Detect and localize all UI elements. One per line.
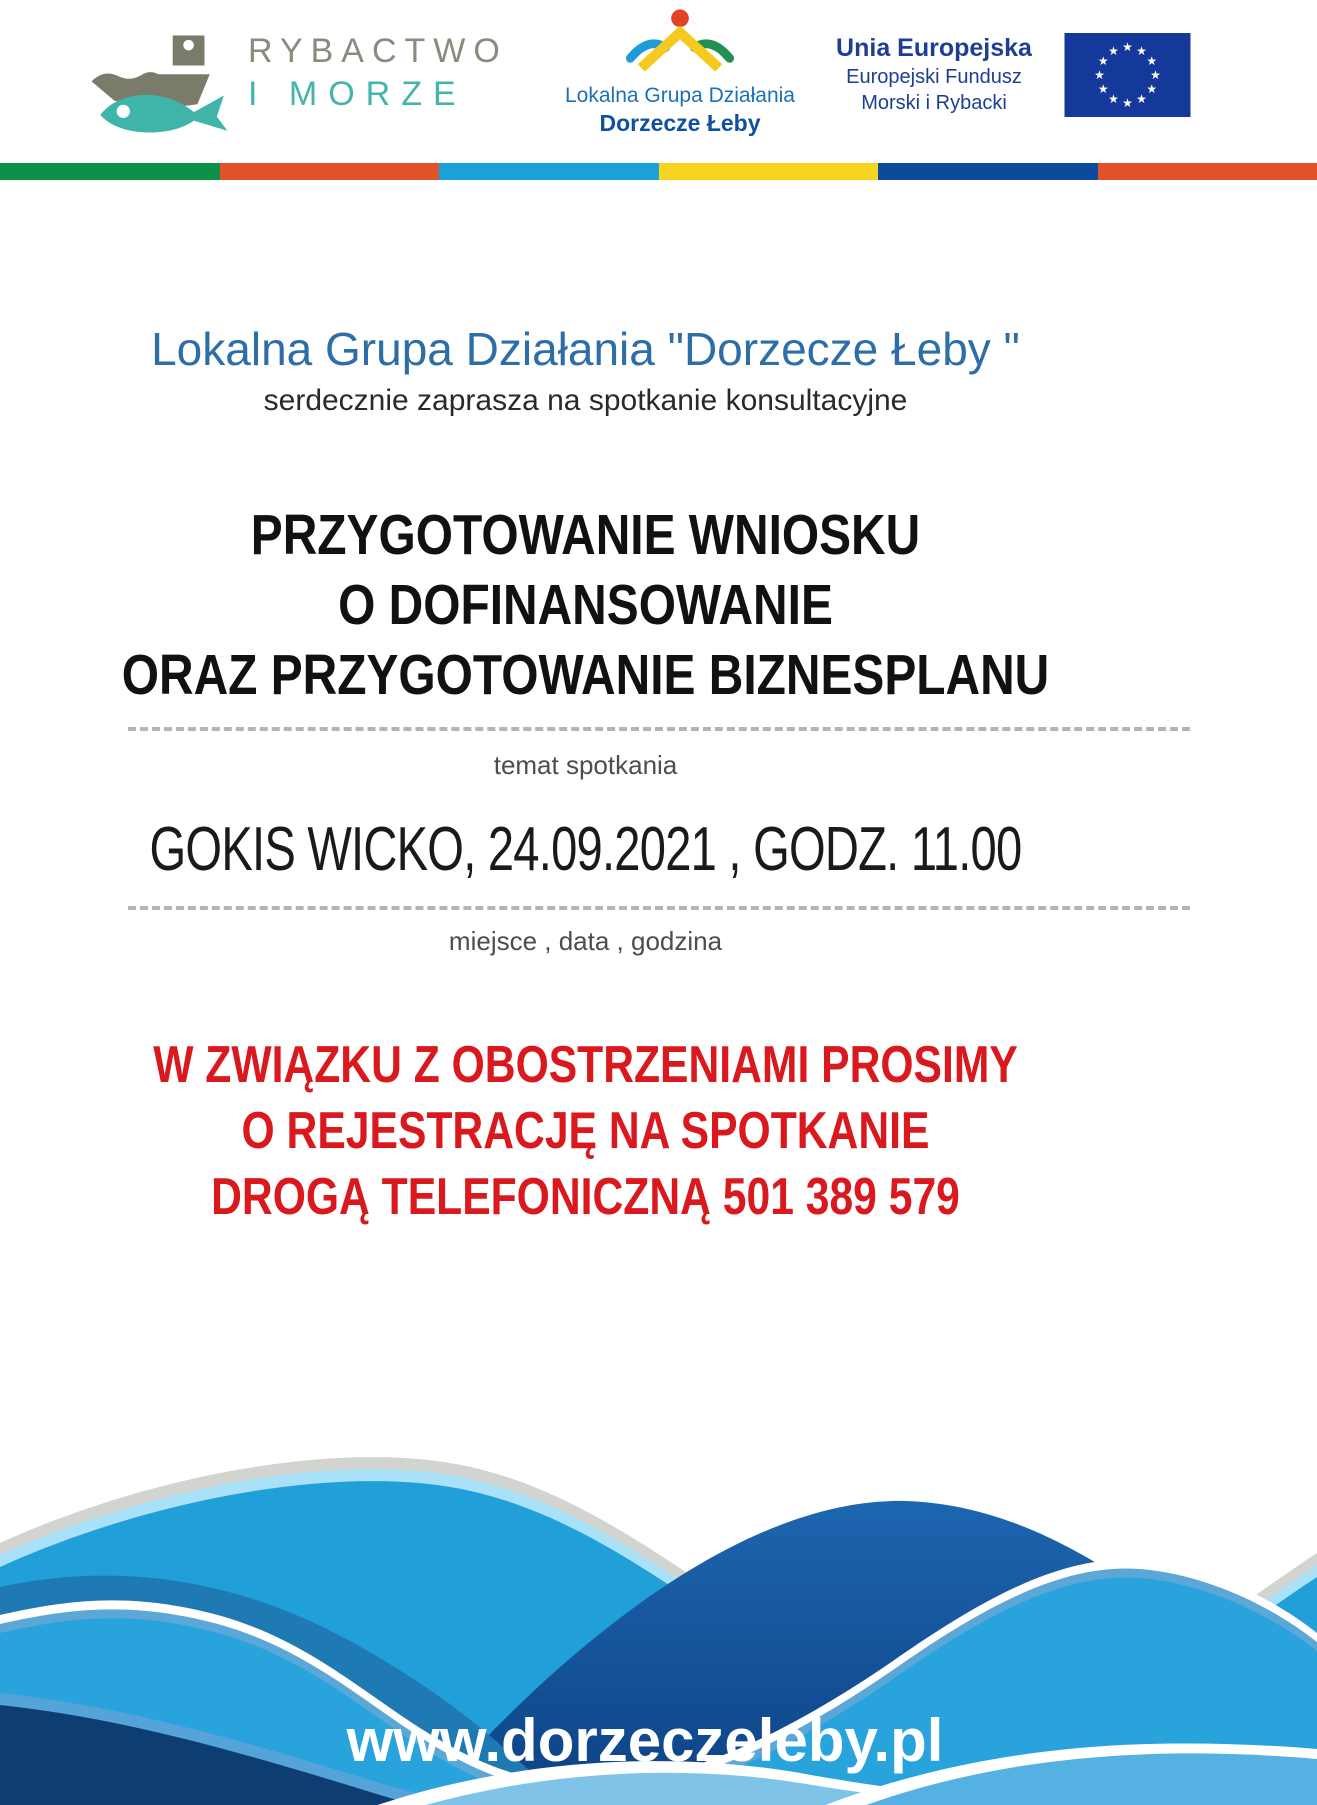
- topic-heading: [0, 500, 1171, 710]
- invitation-title: Lokalna Grupa Działania "Dorzecze Łeby ": [151, 323, 1020, 375]
- lgd-person-icon: [595, 8, 765, 76]
- rybactwo-line2: I MORZE: [248, 75, 467, 113]
- lgd-name-line2: Dorzecze Łeby: [599, 110, 761, 136]
- notice-line2: O REJESTRACJĘ NA SPOTKANIE: [241, 1102, 930, 1160]
- eu-star-icon: ★: [1097, 54, 1109, 68]
- rybactwo-morze-logo: [88, 22, 508, 137]
- eu-line2: Europejski Fundusz: [846, 66, 1022, 88]
- invitation-subtitle: serdecznie zaprasza na spotkanie konsultacyjne: [263, 384, 908, 417]
- boat-fish-icon: [88, 28, 238, 140]
- stripe-segment: [220, 163, 440, 180]
- eu-star-icon: ★: [1094, 68, 1105, 82]
- eu-star-icon: ★: [1122, 40, 1133, 54]
- lgd-name-line1: Lokalna Grupa Działania: [565, 84, 795, 107]
- eu-flag-icon: [1064, 33, 1191, 117]
- lgd-logo: [540, 8, 820, 136]
- eu-line1: Unia Europejska: [836, 34, 1032, 62]
- meeting-caption: miejsce , data , godzina: [448, 926, 723, 956]
- website-url: www.dorzeczeleby.pl: [346, 1707, 944, 1774]
- eu-star-icon: ★: [1146, 82, 1158, 96]
- eu-star-icon: ★: [1146, 54, 1158, 68]
- eu-star-icon: ★: [1150, 68, 1161, 82]
- eu-text-block: [820, 34, 1048, 115]
- color-stripe: [0, 163, 1317, 180]
- stripe-segment: [1098, 163, 1317, 180]
- dashed-separator-bottom: [128, 906, 1190, 910]
- notice-line3: DROGĄ TELEFONICZNĄ 501 389 579: [211, 1168, 960, 1226]
- stripe-segment: [659, 163, 879, 180]
- eu-star-icon: ★: [1136, 92, 1147, 107]
- meeting-details: GOKIS WICKO, 24.09.2021 , GODZ. 11.00: [149, 815, 1022, 884]
- topic-line3: ORAZ PRZYGOTOWANIE BIZNESPLANU: [121, 643, 1050, 707]
- eu-line3: Morski i Rybacki: [861, 92, 1007, 114]
- stripe-segment: [439, 163, 659, 180]
- eu-star-icon: ★: [1108, 92, 1119, 107]
- notice-line1: W ZWIĄZKU Z OBOSTRZENIAMI PROSIMY: [153, 1036, 1018, 1094]
- eu-star-icon: ★: [1108, 43, 1119, 58]
- header: [0, 0, 1317, 190]
- eu-star-icon: ★: [1097, 82, 1109, 96]
- rybactwo-text: [248, 34, 508, 111]
- topic-line1: PRZYGOTOWANIE WNIOSKU: [250, 503, 921, 567]
- eu-star-icon: ★: [1136, 43, 1147, 58]
- dashed-separator-top: [128, 727, 1190, 731]
- rybactwo-line1: RYBACTWO: [248, 32, 508, 70]
- eu-star-icon: ★: [1122, 96, 1133, 110]
- stripe-segment: [0, 163, 220, 180]
- topic-caption: temat spotkania: [493, 750, 678, 780]
- stripe-segment: [878, 163, 1098, 180]
- registration-notice: [0, 1032, 1171, 1230]
- topic-line2: O DOFINANSOWANIE: [338, 573, 833, 637]
